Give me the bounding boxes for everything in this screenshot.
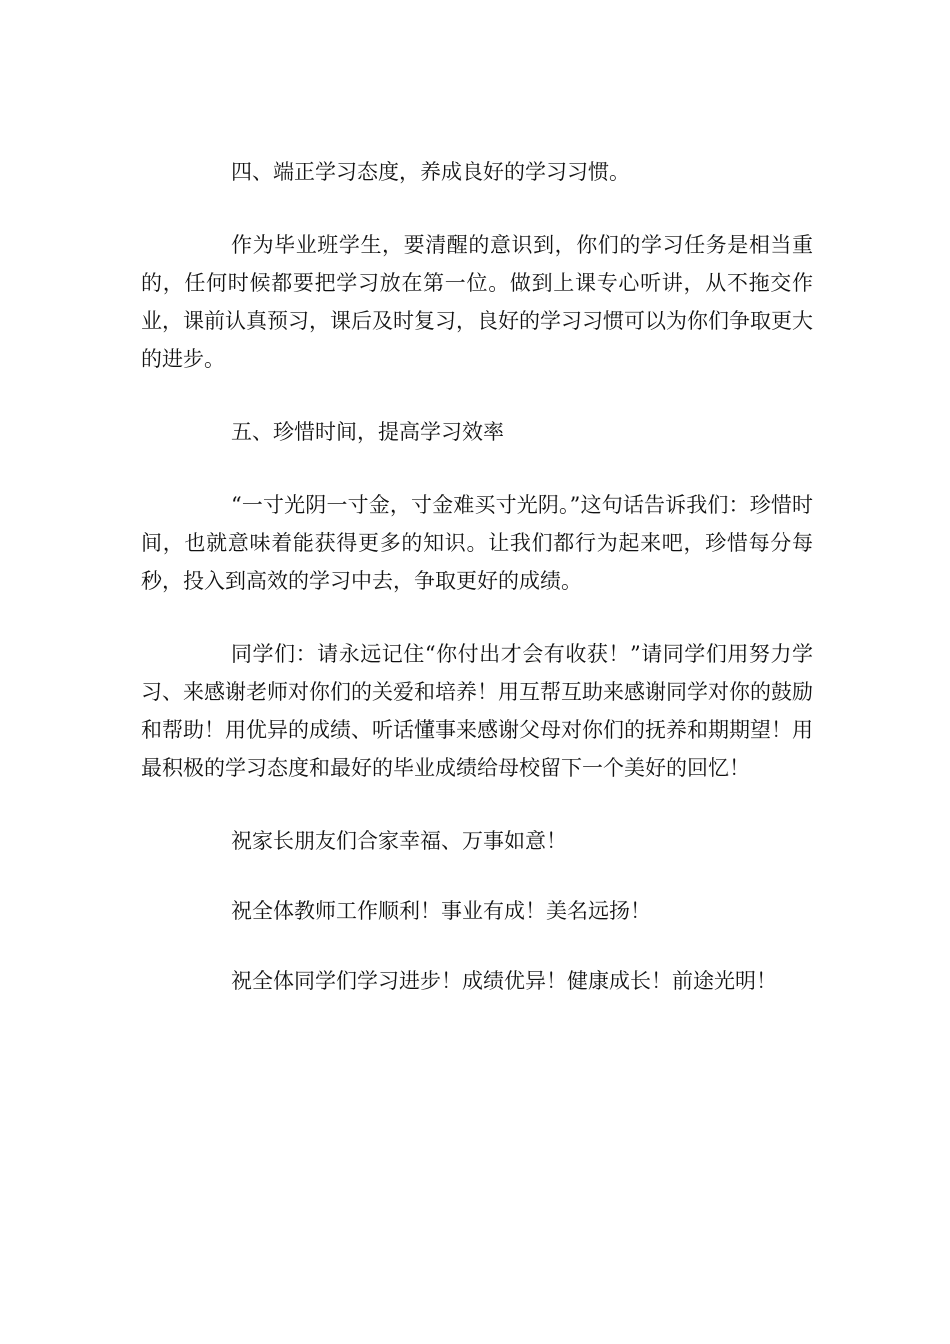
section-paragraph-5: “一寸光阴一寸金，寸金难买寸光阴。”这句话告诉我们：珍惜时间，也就意味着能获得更多的知识。让我们都行为起来吧，珍惜每分每秒，投入到高效的学习中去，争取更好的成绩。	[141, 493, 813, 593]
wish-teachers-line: 祝全体教师工作顺利！事业有成！美名远扬！	[231, 899, 651, 923]
section-heading-5: 五、珍惜时间，提高学习效率	[231, 420, 504, 444]
wish-parents-line: 祝家长朋友们合家幸福、万事如意！	[231, 829, 567, 853]
document-body	[141, 153, 813, 1032]
students-message-paragraph: 同学们：请永远记住“你付出才会有收获！”请同学们用努力学习、来感谢老师对你们的关爱和培养！用互帮互助来感谢同学对你的鼓励和帮助！用优异的成绩、听话懂事来感谢父母对你们的抚养和期期望！用最积极的学习态度和最好的毕业成绩给母校留下一个美好的回忆！	[141, 642, 813, 780]
section-paragraph-4: 作为毕业班学生，要清醒的意识到，你们的学习任务是相当重的，任何时候都要把学习放在第一位。做到上课专心听讲，从不拖交作业，课前认真预习，课后及时复习，良好的学习习惯可以为你们争取更大的进步。	[141, 233, 813, 371]
section-heading-4: 四、端正学习态度，养成良好的学习习惯。	[231, 160, 630, 184]
wish-students-line: 祝全体同学们学习进步！成绩优异！健康成长！前途光明！	[231, 969, 777, 993]
